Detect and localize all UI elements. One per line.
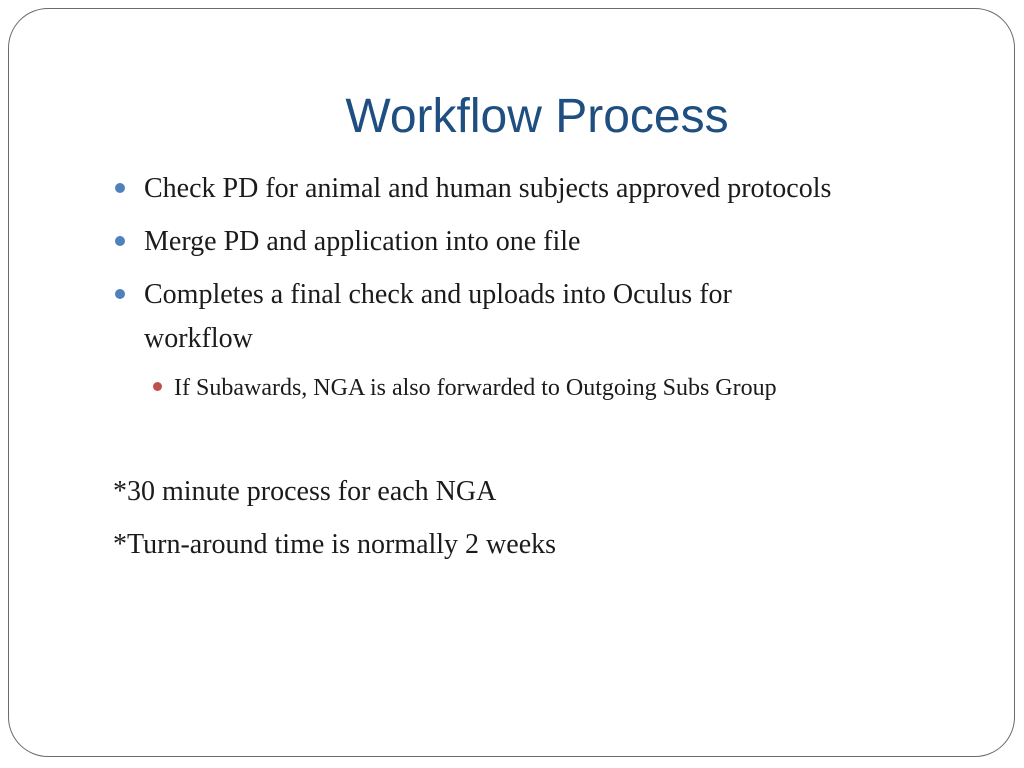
- bullet-dot-icon: [115, 289, 125, 299]
- sub-bullet-dot-icon: [153, 382, 162, 391]
- note-line: *Turn-around time is normally 2 weeks: [113, 529, 557, 560]
- bullet-text: Merge PD and application into one file: [144, 226, 581, 257]
- note-line: *30 minute process for each NGA: [113, 476, 497, 507]
- bullet-text-continuation: workflow: [144, 323, 253, 354]
- bullet-text: Completes a final check and uploads into Oculus for: [144, 279, 732, 310]
- sub-bullet-text: If Subawards, NGA is also forwarded to Outgoing Subs Group: [174, 375, 777, 401]
- bullet-dot-icon: [115, 183, 125, 193]
- slide-title: Workflow Process: [345, 90, 729, 143]
- bullet-text: Check PD for animal and human subjects approved protocols: [144, 173, 832, 204]
- bullet-dot-icon: [115, 236, 125, 246]
